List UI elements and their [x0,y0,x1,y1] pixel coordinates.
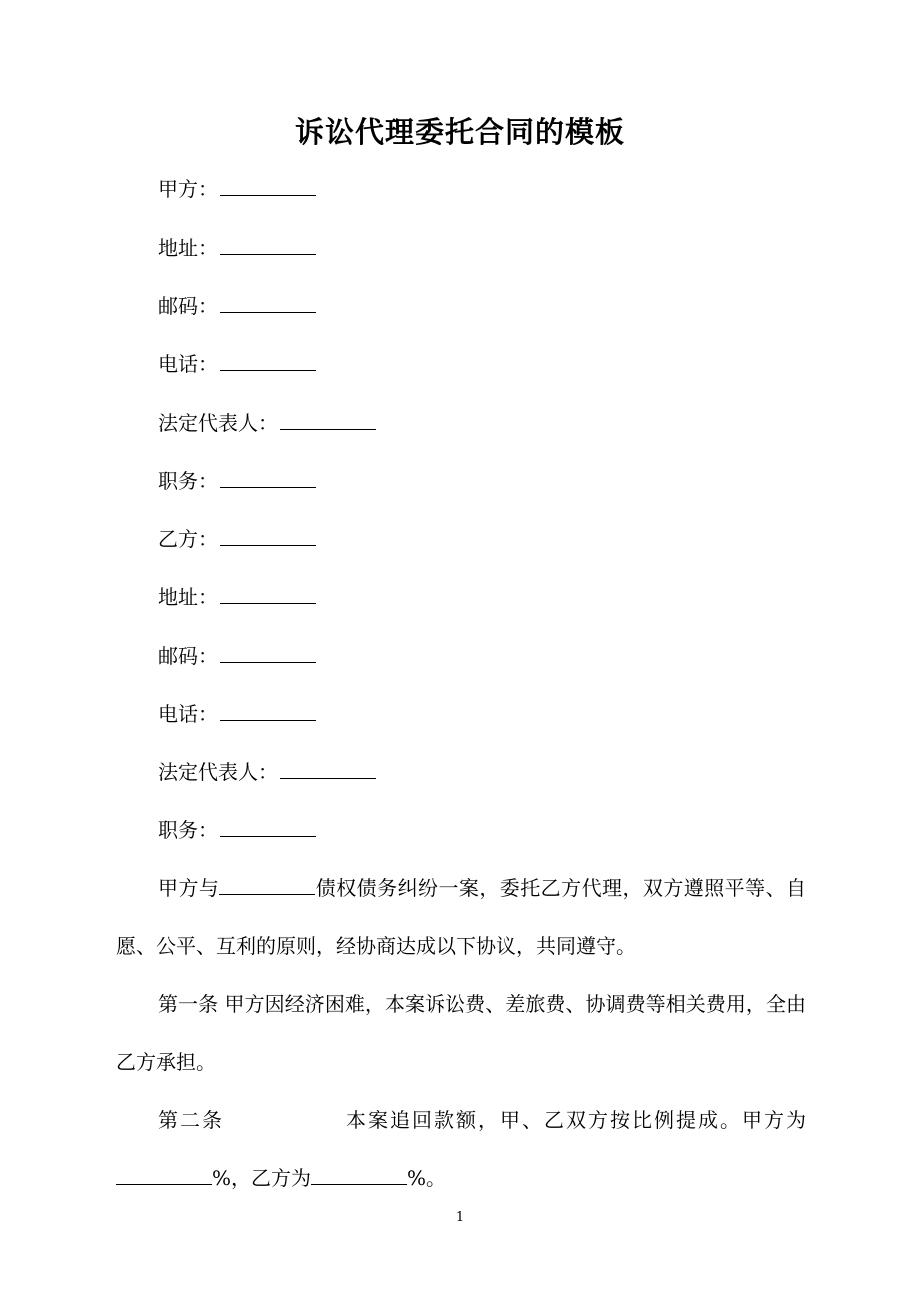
party-b-address-field [158,582,316,612]
page-number: 1 [455,1210,465,1225]
document-title: 诉讼代理委托合同的模板 [294,115,625,149]
party-a-address-blank[interactable] [220,235,316,255]
party-b-postcode-blank[interactable] [220,643,316,663]
party-a-phone-label: 电话： [158,352,218,376]
party-a-position-field [158,466,316,496]
party-b-name-blank[interactable] [220,526,316,546]
party-a-postcode-field [158,291,316,321]
party-a-percentage-blank[interactable] [116,1165,212,1185]
party-a-legal-rep-field [158,408,376,438]
party-b-postcode-label: 邮码： [158,644,218,668]
party-a-phone-blank[interactable] [220,351,316,371]
party-b-phone-field [158,699,316,729]
party-b-postcode-field [158,641,316,671]
party-a-phone-field [158,349,316,379]
party-a-position-blank[interactable] [220,468,316,488]
party-b-position-blank[interactable] [220,817,316,837]
party-b-legal-rep-field [158,757,376,787]
party-a-name-field [158,174,316,204]
party-b-legal-rep-label: 法定代表人： [158,760,278,784]
intro-dispute-party-blank[interactable] [219,875,315,895]
party-a-name-blank[interactable] [220,176,316,196]
party-a-position-label: 职务： [158,469,218,493]
party-b-legal-rep-blank[interactable] [280,759,376,779]
party-a-name-label: 甲方： [158,177,218,201]
party-b-phone-blank[interactable] [220,701,316,721]
party-a-postcode-label: 邮码： [158,294,218,318]
party-a-legal-rep-blank[interactable] [280,410,376,430]
article-1-paragraph: 第一条 甲方因经济困难，本案诉讼费、差旅费、协调费等相关费用，全由乙方承担。 [116,992,806,1074]
party-a-postcode-blank[interactable] [220,293,316,313]
article-2-heading: 第二条 [158,1108,224,1132]
party-b-position-label: 职务： [158,818,218,842]
party-b-address-blank[interactable] [220,584,316,604]
party-b-position-field [158,815,316,845]
party-a-address-label: 地址： [158,236,218,260]
party-a-address-field [158,233,316,263]
party-b-percentage-blank[interactable] [311,1165,407,1185]
article-2-text-part1: 本案追回款额，甲、乙双方按比例提成。甲方为 [344,1108,806,1132]
party-a-legal-rep-label: 法定代表人： [158,411,278,435]
intro-text-before: 甲方与 [158,876,220,900]
article-2-paragraph [116,1091,806,1207]
party-b-name-label: 乙方： [158,527,218,551]
intro-text-after: 债权债务纠纷一案，委托乙方代理，双方遵照平等、自愿、公平、互利的原则，经协商达成以下协议，共同遵守。 [116,876,807,958]
intro-paragraph [116,859,806,975]
party-b-name-field [158,524,316,554]
party-b-phone-label: 电话： [158,702,218,726]
party-b-address-label: 地址： [158,585,218,609]
article-2-text-part2: %，乙方为 [212,1166,312,1190]
article-2-text-part3: %。 [407,1166,447,1190]
